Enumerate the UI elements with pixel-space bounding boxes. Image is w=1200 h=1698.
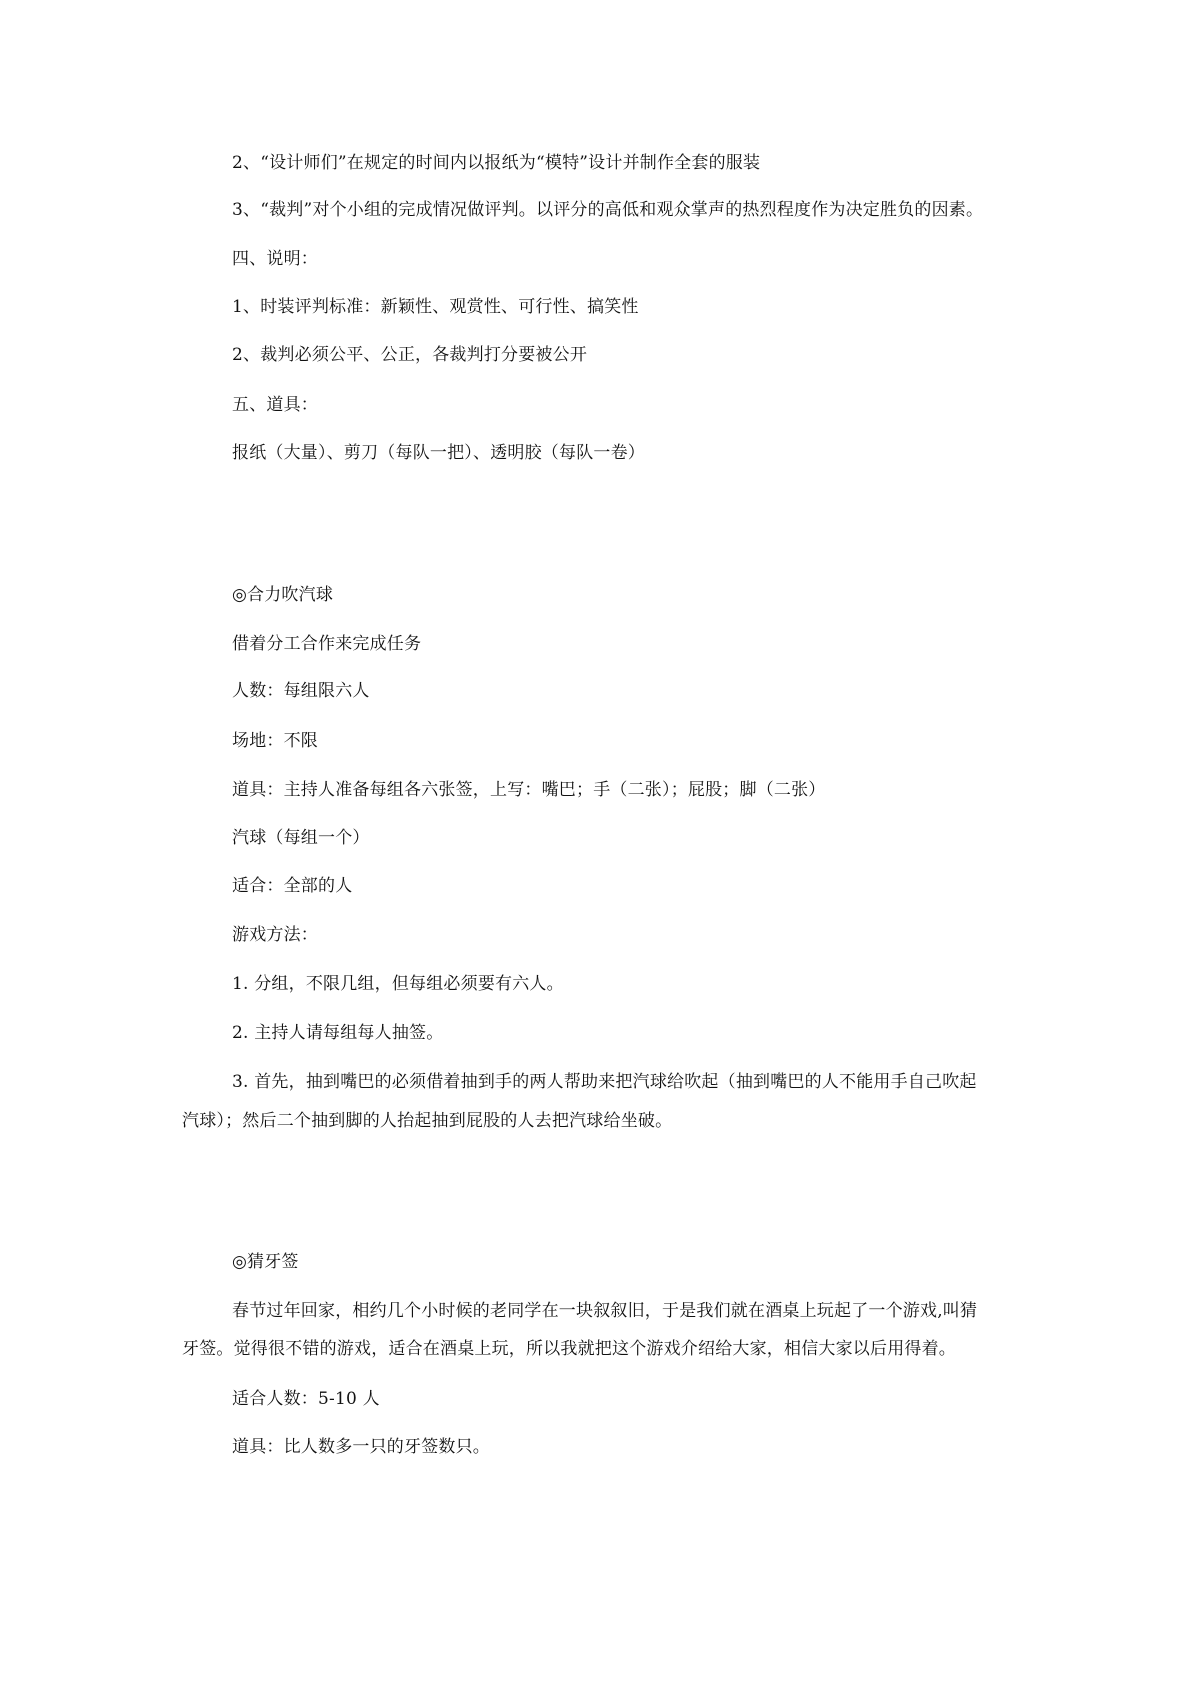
props-list: 报纸（大量）、剪刀（每队一把）、透明胶（每队一卷） (232, 443, 645, 463)
method-heading: 游戏方法： (232, 925, 318, 945)
rule-step-2: 2、“设计师们”在规定的时间内以报纸为“模特”设计并制作全套的服装 (232, 153, 761, 173)
section-heading-notes: 四、说明： (232, 249, 318, 269)
game-title-toothpick: ◎猜牙签 (232, 1252, 299, 1272)
method-step-2: 2. 主持人请每组每人抽签。 (232, 1023, 444, 1043)
props-line-2: 汽球（每组一个） (232, 828, 370, 848)
intro-line-2: 牙签。觉得很不错的游戏，适合在酒桌上玩，所以我就把这个游戏介绍给大家，相信大家以后用得着。 (182, 1339, 956, 1359)
toothpick-players: 适合人数：5-10 人 (232, 1389, 380, 1409)
section-heading-props: 五、道具： (232, 395, 318, 415)
method-step-1: 1. 分组，不限几组，但每组必须要有六人。 (232, 974, 564, 994)
rule-step-3: 3、“裁判”对个小组的完成情况做评判。以评分的高低和观众掌声的热烈程度作为决定胜负的因素。 (232, 200, 984, 220)
method-step-3-line-1: 3. 首先，抽到嘴巴的必须借着抽到手的两人帮助来把汽球给吹起（抽到嘴巴的人不能用手自己吹起 (232, 1072, 977, 1092)
props-line-1: 道具：主持人准备每组各六张签，上写：嘴巴；手（二张）；屁股；脚（二张） (232, 780, 826, 800)
method-step-3-line-2: 汽球）；然后二个抽到脚的人抬起抽到屁股的人去把汽球给坐破。 (182, 1111, 673, 1131)
players-count: 人数：每组限六人 (232, 681, 370, 701)
toothpick-props: 道具：比人数多一只的牙签数只。 (232, 1437, 490, 1457)
suitable-for: 适合：全部的人 (232, 876, 353, 896)
note-1: 1、时装评判标准：新颖性、观赏性、可行性、搞笑性 (232, 297, 639, 317)
intro-line-1: 春节过年回家，相约几个小时候的老同学在一块叙叙旧，于是我们就在酒桌上玩起了一个游戏,叫猜 (232, 1301, 978, 1321)
game-title-balloon: ◎合力吹汽球 (232, 585, 334, 605)
note-2: 2、裁判必须公平、公正，各裁判打分要被公开 (232, 345, 588, 365)
venue: 场地：不限 (232, 731, 318, 751)
game-subtitle: 借着分工合作来完成任务 (232, 634, 422, 654)
